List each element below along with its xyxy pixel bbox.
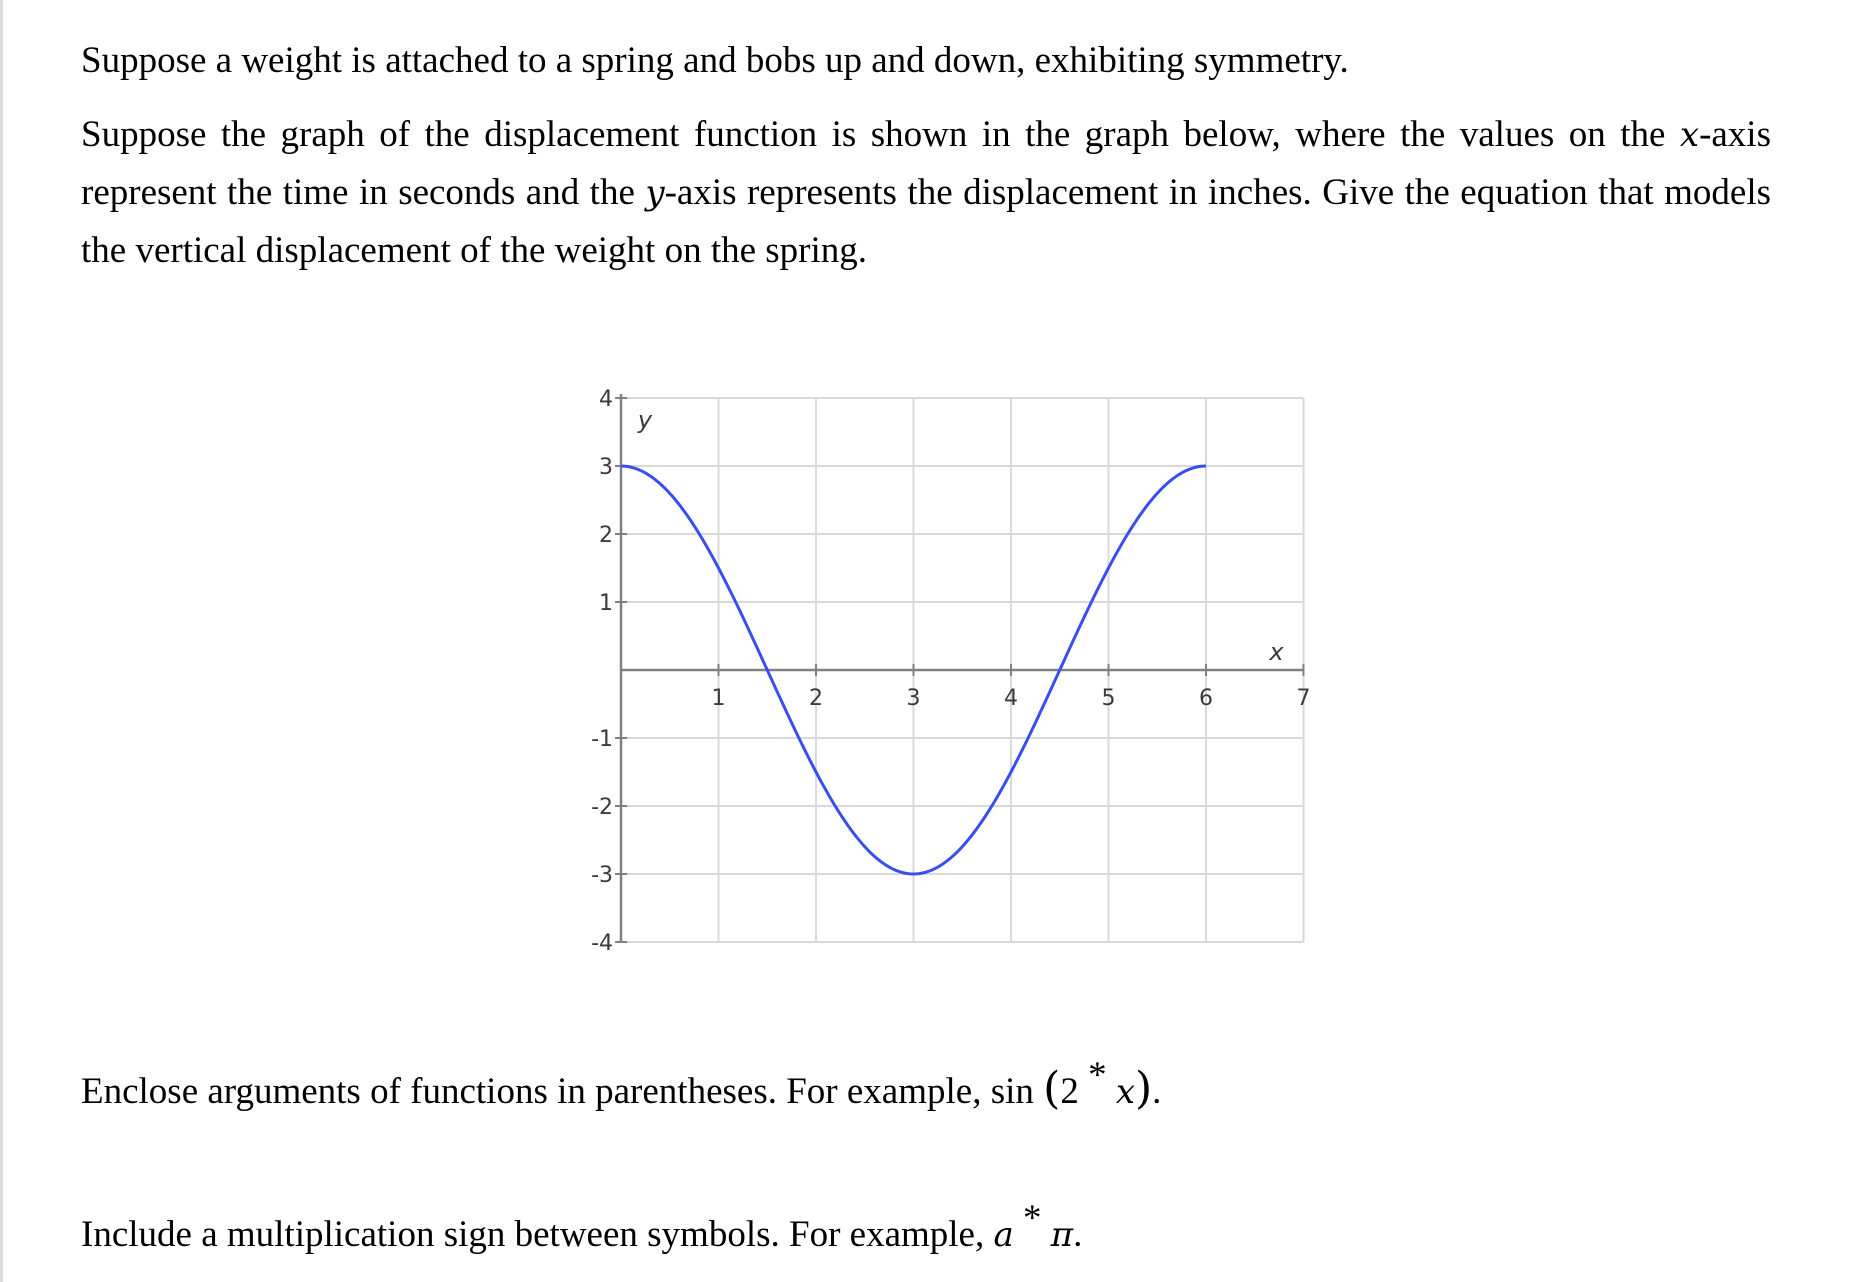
hint1-number: 2 [1060,1071,1089,1112]
hint-multiplication [81,1198,1781,1264]
hint2-a-symbol: a [993,1215,1014,1255]
displacement-graph [540,370,1340,980]
description-text-2: -axis represent the time in seconds and the [81,114,1771,213]
hint1-period: . [1152,1071,1162,1112]
y-tick-label: -3 [591,863,613,888]
description-text-3: -axis represents the displacement in inches. Give the equation that models the vertical displacement of the weight on the spring. [81,172,1771,271]
hint1-star: * [1088,1055,1107,1096]
x-tick-label: 7 [1296,686,1311,711]
hint1-text: Enclose arguments of functions in parentheses. For example, sin [81,1071,1034,1112]
x-tick-label: 2 [809,686,823,711]
left-border-rule [0,0,3,1282]
hint-parentheses [81,1055,1781,1121]
hint2-star: * [1023,1198,1042,1239]
y-tick-label: -1 [591,727,613,752]
x-tick-label: 4 [1004,686,1018,711]
x-tick-label: 5 [1101,686,1116,711]
hint1-open-paren: ( [1043,1063,1061,1114]
y-tick-label: 3 [599,455,613,480]
y-variable: y [645,173,665,213]
hint2-period: . [1073,1214,1083,1255]
hint1-close-paren: ) [1135,1063,1153,1114]
y-tick-label: 1 [599,591,613,616]
problem-description [81,106,1771,280]
x-axis-label: x [1269,638,1284,666]
x-tick-label: 3 [906,686,921,711]
hint2-pi-symbol: π [1050,1215,1074,1255]
y-tick-label: 2 [599,523,613,548]
intro-text: Suppose a weight is attached to a spring and bobs up and down, exhibiting symmetry. [81,40,1349,81]
problem-intro-sentence [81,32,1781,90]
hint2-text: Include a multiplication sign between symbols. For example, [81,1214,994,1255]
y-tick-label: -2 [591,795,613,820]
y-tick-label: 4 [599,387,613,412]
hint1-variable: x [1115,1072,1135,1112]
axes [621,394,1304,942]
description-text-1: Suppose the graph of the displacement function is shown in the graph below, where the values on the [81,114,1680,155]
x-tick-label: 6 [1199,686,1213,711]
x-tick-label: 1 [711,686,726,711]
tick-labels [591,387,1310,956]
y-axis-label: y [637,406,653,434]
x-variable: x [1679,115,1700,155]
y-tick-label: -4 [591,931,613,956]
